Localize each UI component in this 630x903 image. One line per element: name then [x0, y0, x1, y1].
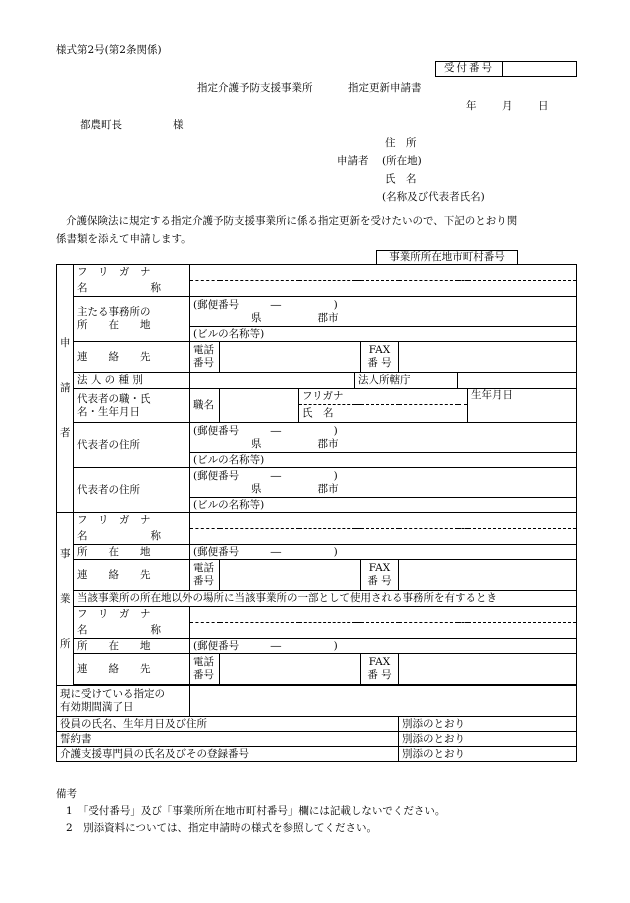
validity-label: 現に受けている指定の 有効期間満了日	[57, 686, 190, 717]
receipt-number-field[interactable]	[503, 62, 576, 76]
main-office-building-field[interactable]: (ビルの名称等)	[190, 327, 577, 342]
branch-fax-label: FAX 番 号	[361, 654, 399, 685]
office-contact-label: 連 絡 先	[74, 560, 190, 591]
addressee: 都農町長	[80, 119, 122, 131]
applicant-address-label: 住 所	[385, 137, 417, 149]
applicant-contact-label: 連 絡 先	[74, 342, 190, 373]
office-phone-field[interactable]	[220, 560, 361, 591]
branch-furigana-label: フ リ ガ ナ	[74, 607, 190, 623]
applicant-furigana-label: フ リ ガ ナ	[74, 265, 190, 281]
applicant-fax-field[interactable]	[399, 342, 577, 373]
pledge-label: 誓約書	[57, 732, 399, 747]
note-item-1: 1 「受付番号」及び「事業所所在地市町村番号」欄には記載しないでください。	[66, 805, 446, 818]
representative-label: 代表者の職・氏 名・生年月日	[74, 389, 190, 423]
branch-name-label: 名 称	[74, 623, 190, 639]
rep-address-label-2: 代表者の住所	[74, 468, 190, 513]
position-label: 職名	[190, 389, 220, 423]
office-name-label: 名 称	[74, 529, 190, 545]
rep-address-field[interactable]: (郵便番号 ― ) 県 郡市	[190, 423, 577, 453]
office-phone-label: 電話 番号	[190, 560, 220, 591]
office-fax-field[interactable]	[399, 560, 577, 591]
applicant-fax-label: FAX 番 号	[361, 342, 399, 373]
office-location-field[interactable]: (郵便番号 ― )	[190, 545, 577, 560]
care-manager-value: 別添のとおり	[399, 747, 577, 762]
branch-fax-field[interactable]	[399, 654, 577, 685]
applicant-phone-label: 電話 番号	[190, 342, 220, 373]
corp-office-label: 法人所轄庁	[355, 373, 458, 389]
intro-text-line1: 介護保険法に規定する指定介護予防支援事業所に係る指定更新を受けたいので、下記のとおり関	[66, 215, 518, 227]
pledge-value: 別添のとおり	[399, 732, 577, 747]
branch-name-field[interactable]	[190, 623, 577, 639]
applicant-phone-field[interactable]	[220, 342, 361, 373]
officers-value: 別添のとおり	[399, 717, 577, 732]
branch-location-label: 所 在 地	[74, 639, 190, 654]
date-day: 日	[538, 100, 549, 112]
branch-furigana-field[interactable]	[190, 607, 577, 623]
application-form-table	[56, 264, 577, 762]
applicant-name-label: 氏 名	[385, 173, 417, 185]
intro-text-line2: 係書類を添えて申請します。	[56, 233, 192, 245]
receipt-number-box	[435, 61, 577, 77]
honorific: 様	[173, 119, 184, 131]
municipality-number-label: 事業所所在地市町村番号	[376, 250, 518, 265]
applicant-furigana-field[interactable]	[190, 265, 577, 281]
branch-office-note: 当該事業所の所在地以外の場所に当該事業所の一部として使用される事務所を有するとき	[74, 591, 577, 607]
main-office-address-label: 主たる事務所の 所 在 地	[74, 297, 190, 342]
office-location-label: 所 在 地	[74, 545, 190, 560]
branch-contact-label: 連 絡 先	[74, 654, 190, 685]
main-office-address-field[interactable]: (郵便番号 ― ) 県 郡市	[190, 297, 577, 327]
date-year: 年	[466, 100, 477, 112]
validity-field[interactable]	[190, 686, 577, 717]
applicant-name-field[interactable]	[190, 281, 577, 297]
rep-address-field-2[interactable]: (郵便番号 ― ) 県 郡市	[190, 468, 577, 498]
rep-furigana-label: フリガナ	[299, 389, 468, 405]
office-furigana-field[interactable]	[190, 513, 577, 529]
care-manager-label: 介護支援専門員の氏名及びその登録番号	[57, 747, 399, 762]
applicant-name-sub: (名称及び代表者氏名)	[382, 191, 485, 203]
office-fax-label: FAX 番 号	[361, 560, 399, 591]
title-office: 指定介護予防支援事業所	[197, 82, 313, 94]
office-name-field[interactable]	[190, 529, 577, 545]
office-side-label: 事 業 所	[57, 513, 74, 686]
rep-building-field[interactable]: (ビルの名称等)	[190, 453, 577, 468]
applicant-side-label: 申 請 者	[57, 265, 74, 513]
title-renewal: 指定更新申請書	[348, 82, 422, 94]
branch-location-field[interactable]: (郵便番号 ― )	[190, 639, 577, 654]
date-month: 月	[502, 100, 513, 112]
applicant-location-label: (所在地)	[382, 155, 422, 167]
corp-type-field[interactable]	[190, 373, 355, 389]
notes-section	[56, 788, 576, 839]
note-item-2: 2 別添資料については、指定申請時の様式を参照してください。	[66, 822, 377, 835]
branch-phone-label: 電話 番号	[190, 654, 220, 685]
rep-name-label: 氏 名	[299, 405, 468, 423]
rep-building-field-2[interactable]: (ビルの名称等)	[190, 498, 577, 513]
notes-heading: 備考	[56, 788, 77, 800]
officers-label: 役員の氏名、生年月日及び住所	[57, 717, 399, 732]
receipt-number-label: 受付番号	[436, 62, 503, 76]
office-furigana-label: フ リ ガ ナ	[74, 513, 190, 529]
applicant-label: 申請者	[337, 155, 369, 167]
corp-type-label: 法 人 の 種 別	[74, 373, 190, 389]
applicant-name-label: 名 称	[74, 281, 190, 297]
form-number: 様式第2号(第2条関係)	[56, 44, 162, 56]
birthdate-label: 生年月日	[468, 389, 577, 423]
rep-address-label: 代表者の住所	[74, 423, 190, 468]
position-field[interactable]	[220, 389, 299, 423]
branch-phone-field[interactable]	[220, 654, 361, 685]
corp-office-field[interactable]	[458, 373, 577, 389]
